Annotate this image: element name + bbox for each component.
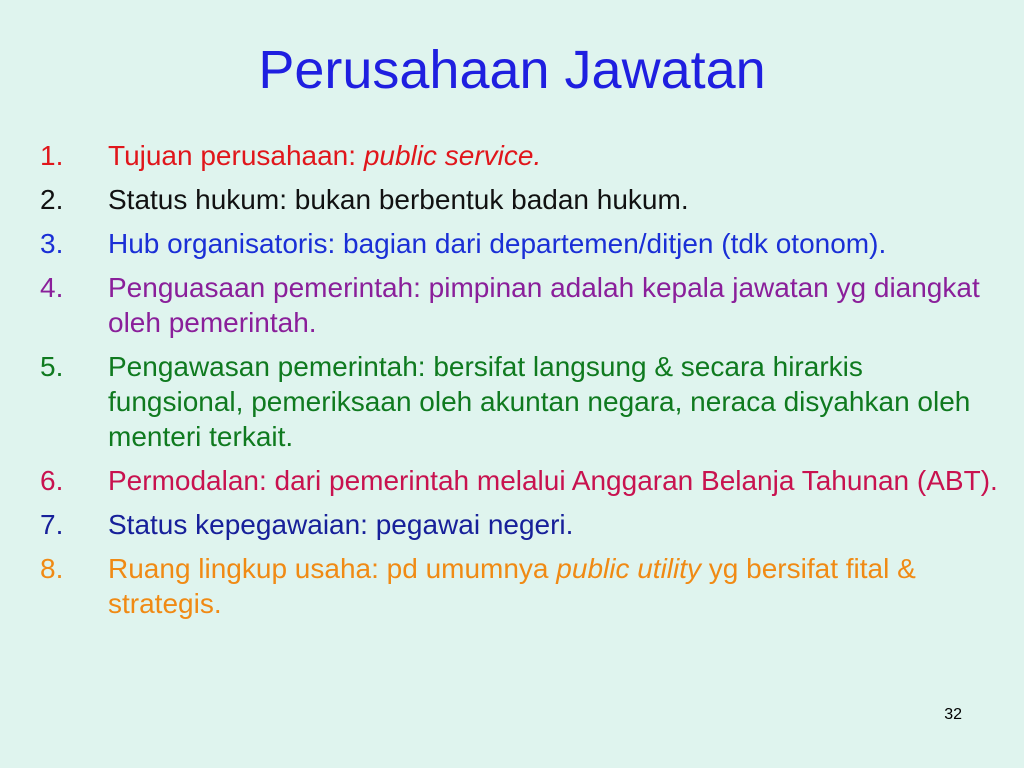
list-item bbox=[40, 226, 1000, 261]
list-item-text-part: Penguasaan pemerintah: pimpinan adalah kepala jawatan yg diangkat oleh pemerintah. bbox=[108, 272, 980, 338]
list-item-number: 2. bbox=[40, 184, 64, 215]
list-item-text-italic: public utility bbox=[556, 553, 702, 584]
list-item-text-part: Pengawasan pemerintah: bersifat langsung & secara hirarkis fungsional, pemeriksaan oleh akuntan negara, neraca disyahkan oleh menteri terkait. bbox=[108, 351, 971, 452]
list-item-number: 3. bbox=[40, 228, 64, 259]
list-item-text bbox=[108, 463, 1000, 498]
list-item-text bbox=[108, 182, 1000, 217]
slide-title: Perusahaan Jawatan bbox=[258, 40, 766, 100]
list-item-text-part: Hub organisatoris: bagian dari departemen/ditjen (tdk otonom). bbox=[108, 228, 887, 259]
list-item-number: 4. bbox=[40, 272, 64, 303]
list-item-number: 8. bbox=[40, 553, 64, 584]
list-item-text bbox=[108, 349, 1000, 454]
list-item-number: 7. bbox=[40, 509, 64, 540]
list-item-text bbox=[108, 507, 1000, 542]
list-item bbox=[40, 182, 1000, 217]
list-item bbox=[40, 270, 1000, 340]
numbered-list bbox=[40, 138, 1000, 630]
list-item-text bbox=[108, 138, 1000, 173]
list-item bbox=[40, 551, 1000, 621]
list-item-number: 1. bbox=[40, 140, 64, 171]
page-number: 32 bbox=[944, 706, 962, 723]
list-item-text-part: Status kepegawaian: pegawai negeri. bbox=[108, 509, 574, 540]
list-item bbox=[40, 507, 1000, 542]
list-item-number: 6. bbox=[40, 465, 64, 496]
list-item bbox=[40, 463, 1000, 498]
list-item-text-part: Tujuan perusahaan: bbox=[108, 140, 364, 171]
list-item-text-part: Status hukum: bukan berbentuk badan hukum. bbox=[108, 184, 689, 215]
list-item-text-italic: public service. bbox=[363, 140, 542, 171]
list-item-text-part: yg bersifat fital & strategis. bbox=[108, 553, 916, 619]
list-item bbox=[40, 138, 1000, 173]
list-item-text-part: Permodalan: dari pemerintah melalui Anggaran Belanja Tahunan (ABT). bbox=[108, 465, 998, 496]
list-item bbox=[40, 349, 1000, 454]
list-item-text bbox=[108, 551, 1000, 621]
list-item-text bbox=[108, 226, 1000, 261]
list-item-text bbox=[108, 270, 1000, 340]
list-item-text-part: Ruang lingkup usaha: pd umumnya bbox=[108, 553, 557, 584]
list-item-number: 5. bbox=[40, 351, 64, 382]
